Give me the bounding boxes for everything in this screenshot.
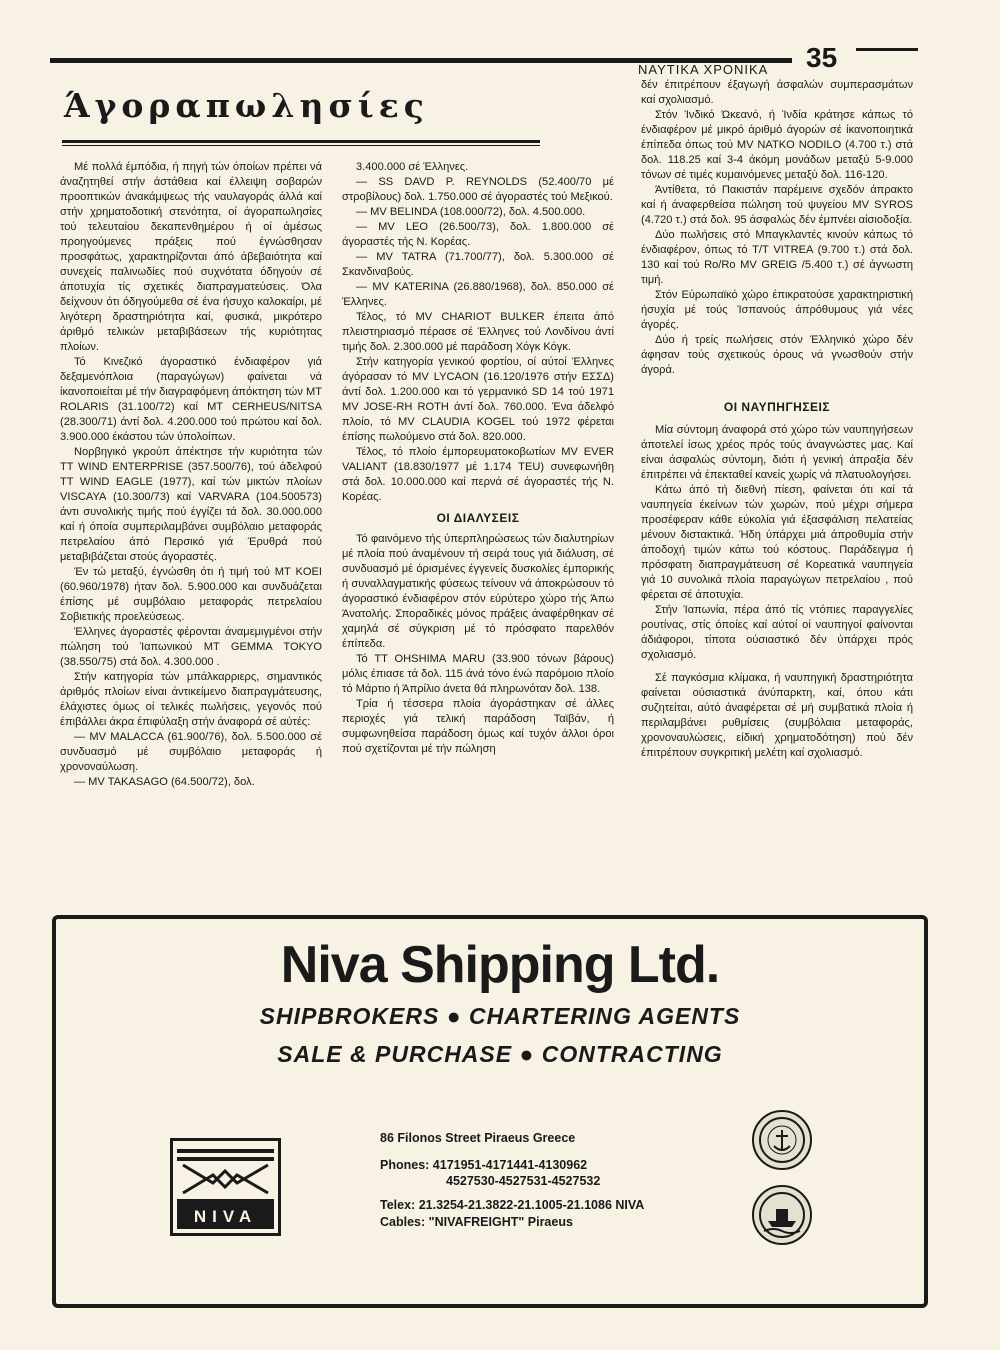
- cables-value: "NIVAFREIGHT" Piraeus: [428, 1215, 573, 1229]
- paragraph: Σέ παγκόσμια κλίμακα, ή ναυπηγική δραστηριότητα φαίνεται ούσιαστικά άνύπαρκτη, καί, όπου κάτι συζητείται, αύτό άναφέρεται σέ μή συμβατικά πλοία ή περιλαμβάνει ρυθμίσεις (συμβόλαια μεταφοράς, χρονοναυλώσεις, είδική χρηματοδότηση) πού δέν έπιτρέπουν συγκριτική μελέτη καί σχολιασμό.: [641, 672, 913, 759]
- paragraph: Στήν Ίαπωνία, πέρα άπό τίς ντόπιες παραγγελίες ρουτίνας, στίς όποίες καί αύτοί οί ναυπηγοί φαίνονται άδιάφοροι, τίποτα ούσιαστικό δέν ύπάρχει πρός σχολιασμό.: [641, 604, 913, 661]
- phones-label: Phones:: [380, 1158, 430, 1172]
- paragraph: — SS DAVD P. REYNOLDS (52.400/70 μέ στροβίλους) δολ. 1.750.000 σέ άγοραστές τού Μεξικού.: [342, 176, 614, 203]
- paragraph: Έν τώ μεταξύ, έγνώσθη ότι ή τιμή τού ΜΤ KOEI (60.960/1978) ήταν δολ. 5.900.000 και συνδυάζεται έπίσης μέ συμβόλαιο μεταφοράς πετρελαίου Σοβιετικής προελεύσεως.: [60, 566, 322, 623]
- paragraph: δέν έπιτρέπουν έξαγωγή άσφαλών συμπερασμάτων καί σχολιασμό.: [641, 79, 913, 106]
- ad-address: 86 Filonos Street Piraeus Greece: [380, 1131, 576, 1145]
- paragraph: Τέλος, τό MV CHARIOT BULKER έπειτα άπό πλειστηριασμό πέρασε σέ Έλληνες τού Λονδίνου άντί τιμής δολ. 2.300.000 μέ παράδοση Χόγκ Κόγκ.: [342, 311, 614, 353]
- telex-label: Telex:: [380, 1198, 416, 1212]
- ad-telex: [380, 1197, 644, 1213]
- paragraph: — MV MALACCA (61.900/76), δολ. 5.500.000 σέ συνδυασμό μέ συμβόλαιο μεταφοράς ή χρονοναύλωση.: [60, 731, 322, 773]
- paragraph: Στήν κατηγορία τών μπάλκαρριερς, σημαντικός άριθμός πλοίων είναι άντικείμενο διαπραγμάτευσης, έλάχιστες όμως οί τελικές πωλήσεις, γεγονός πού έπιβάλλει άκρα έπιφύλαξη στήν άναφορά σέ αύτές:: [60, 671, 322, 728]
- paragraph: Έλληνες άγοραστές φέρονται άναμεμιγμένοι στήν πώληση τού Ίαπωνικού ΜΤ GEMMA TOKYO (38.550/75) στά δολ. 4.300.000 .: [60, 626, 322, 668]
- paragraph: Στόν Εύρωπαϊκό χώρο έπικρατούσε χαρακτηριστική ήσυχία μέ τούς Ίσπανούς άπρόθυμους γιά νέες άγορές.: [641, 289, 913, 331]
- header-rule-right: [856, 48, 918, 51]
- article-column-1: [60, 160, 322, 790]
- paragraph: Άντίθετα, τό Πακιστάν παρέμεινε σχεδόν άπρακτο καί ή άναφερθείσα πώληση τού ψυγείου MV SYROS (4.720 τ.) στά δολ. 95 άσφαλώς δέν έμπνέει αίσιοδοξία.: [641, 184, 913, 226]
- paragraph: Τέλος, τό πλοίο έμπορευματοκοβωτίων MV EVER VALIANT (18.830/1977 μέ 1.174 TEU) συνεφωνήθη στά δολ. 10.000.000 καί περνά σέ άγοραστές τής Ν. Κορέας.: [342, 446, 614, 503]
- article-column-3: [641, 78, 913, 761]
- cables-label: Cables:: [380, 1215, 426, 1229]
- paragraph: Κάτω άπό τή διεθνή πίεση, φαίνεται ότι καί τά ναυπηγεία έκείνων τών χωρών, πού μέχρι σήμερα προσέφεραν κάθε εύκολία γιά έξασφάλιση πελατείας μένουν διστακτικά. Ήδη ύπάρχει μιά άπροθυμία στήν άποδοχή τιμών κάτω τού κόστους. Παράδειγμα ή πρόσφατη διαπραγμάτευση σέ Κορεατικά ναυπηγεία γιά 10 συνολικά πλοία παραγώγων πετρελαίου , πού φέρεται σέ άποτυχία.: [641, 484, 913, 601]
- ad-services-line-1: SHIPBROKERS ● CHARTERING AGENTS: [259, 1003, 741, 1029]
- paragraph: Τό Κινεζικό άγοραστικό ένδιαφέρον γιά δεξαμενόπλοια (παραγώγων) φαίνεται νά ίκανοποιείται μέ τήν διαγραφόμενη άπόκτηση τών ΜΤ ROLARIS (31.100/72) καί ΜΤ CERHEUS/NITSA (28.300/71) άντί δολ. 4.200.000 τού πρώτου καί δολ. 3.900.000 έκάστου τών ύπολοίπων.: [60, 356, 322, 443]
- paragraph: Στόν Ίνδικό Ώκεανό, ή Ίνδία κράτησε κάπως τό ένδιαφέρον μέ μικρό άριθμό άγορών σέ ίκανοποιητικά έπίπεδα όπως τού MV NATKO NODILO (4.700 τ.) στά δολ. 118.25 καί 3-4 άκόμη μονάδων μεταξύ 5-9.000 τόνων σέ τιμές κυμαινόμενες μεταξύ δολ. 116-120.: [641, 109, 913, 181]
- paragraph: Δύο πωλήσεις στό Μπαγκλαντές κινούν κάπως τό ένδιαφέρον, όπως τό Τ/Τ VITREA (9.700 τ.) στά δολ. 130 καί τού Ro/Ro MV GREIG /5.400 τ.) σέ άγνωστη τιμή.: [641, 229, 913, 286]
- ship-emblem-icon: [752, 1185, 812, 1245]
- phones-line-2: 4527530-4527531-4527532: [446, 1174, 601, 1188]
- ad-phones: [380, 1157, 587, 1173]
- article-column-2: [342, 160, 614, 757]
- paragraph: Τό ΤΤ OHSHIMA MARU (33.900 τόνων βάρους) μόλις έπιασε τά δολ. 115 άνά τόνο ένώ παρόμοιο πλοίο τό Μάρτιο ή Άπρίλιο άνετα θά πληρωνόταν δολ. 138.: [342, 653, 614, 695]
- paragraph: — MV TATRA (71.700/77), δολ. 5.300.000 σέ Σκανδιναβούς.: [342, 251, 614, 278]
- paragraph: 3.400.000 σέ Έλληνες.: [356, 161, 469, 173]
- paragraph: — MV KATERINA (26.880/1968), δολ. 850.000 σέ Έλληνες.: [342, 281, 614, 308]
- ad-cables: [380, 1214, 573, 1230]
- title-underline: [62, 140, 540, 143]
- page-number: 35: [806, 42, 838, 73]
- niva-logo-label: NIVA: [193, 1207, 258, 1226]
- paragraph: Νορβηγικό γκρούπ άπέκτησε τήν κυριότητα τών ΤΤ WIND ENTERPRISE (357.500/76), τού άδελφού ΤΤ WIND EAGLE (1977), καί τών μικτών πλοίων VISCAYA (10.300/73) καί VARVARA (104.500573) άντι συνολικής τιμής πού έγγίζει τά δολ. 30.000.000 καί ή όποία συμπεριλαμβάνει συμβόλαιο μεταφοράς πετρελαίου άπό Περσικό γιά Έρυθρά πού μεταβιβάζεται στούς άγοραστές.: [60, 446, 322, 563]
- paragraph: Δύο ή τρείς πωλήσεις στόν Έλληνικό χώρο δέν άφησαν τούς σχετικούς όρους νά γνωσθούν στήν άγορά.: [641, 334, 913, 376]
- section-heading-scrapping: ΟΙ ΔΙΑΛΥΣΕΙΣ: [436, 511, 520, 525]
- phones-line-1: 4171951-4171441-4130962: [432, 1158, 588, 1172]
- paragraph: — MV TAKASAGO (64.500/72), δολ.: [74, 776, 255, 788]
- paragraph: — MV LEO (26.500/73), δολ. 1.800.000 σέ άγοραστές τής Ν. Κορέας.: [342, 221, 614, 248]
- paragraph: — MV BELINDA (108.000/72), δολ. 4.500.000.: [356, 206, 586, 218]
- magazine-name: ΝΑΥΤΙΚΑ ΧΡΟΝΙΚΑ: [638, 62, 769, 77]
- paragraph: Τρία ή τέσσερα πλοία άγοράστηκαν σέ άλλες περιοχές γιά τελική παράδοση Ταϊβάν, ή συμφωνηθείσα παράδοση όμως καί τυχόν άλλοι όροι πού σχετίζονται μέ τήν πώληση: [342, 698, 614, 755]
- paragraph: Στήν κατηγορία γενικού φορτίου, οί αύτοί Έλληνες άγόρασαν τό MV LYCAON (16.120/1976 στήν ΕΣΣΔ) άντί δολ. 1.200.000 και τό γερμανικό SD 14 τού 1971 MV JOSE-RH ROTH άντί δολ. 760.000. Ένα άδελφό πλοίο, τό MV CLAUDIA KOGEL τού 1972 φέρεται έπίσης πωλούμενο στά δολ. 820.000.: [342, 356, 614, 443]
- association-seal-icon: [752, 1110, 812, 1170]
- paragraph: Τό φαινόμενο τής ύπερπληρώσεως τών διαλυτηρίων μέ πλοία πού άναμένουν τή σειρά τους γιά διάλυση, σέ συνδυασμό μέ όρισμένες έγγενείς δυσκολίες έμπορικής ή συναλλαγματικής φύσεως τείνουν νά άποκρώσουν τό άγοραστικό ένδιαφέρον στόν εύρύτερο χώρο τής Άπω Άνατολής. Σποραδικές μόνος πράξεις άναφέρθηκαν σέ χαμηλά σέ σύγκριση μέ τό πρόσφατο παρελθόν έπίπεδα.: [342, 533, 614, 650]
- title-underline-thin: [62, 145, 540, 146]
- paragraph: Μέ πολλά έμπόδια, ή πηγή τών όποίων πρέπει νά άναζητηθεί στήν άστάθεια καί έλλειψη σοβαρών προοπτικών άνακάμψεως τής ναυλαγοράς άλλά καί στήν χρηματοδοτική στενότητα, οί άγοραπωλησίες τού τελευταίου δεκαπενθημέρου ή οί άμέσως προηγούμενες πράξεις πού έγνώσθησαν προσφάτως, χαρακτηρίζονται άπό άβεβαιότητα καί συνεχείς παλινωδίες πού συχνότατα όδηγούν σέ άποτυχία τίς σχετικές διαπραγματεύσεις. Όλα δείχνουν ότι όδηγούμεθα σέ ένα ήσυχο καλοκαίρι, μέ λιγότερη δραστηριότητα καί, φυσικά, μικρότερο άριθμό τελικών μεταβιβάσεων τής κυριότητας πλοίων.: [60, 161, 322, 353]
- article-title: Άγοραπωλησίες: [64, 86, 429, 125]
- section-heading-newbuildings: ΟΙ ΝΑΥΠΗΓΗΣΕΙΣ: [723, 400, 831, 414]
- niva-logo: [170, 1138, 281, 1236]
- ad-services-line-2: SALE & PURCHASE ● CONTRACTING: [277, 1041, 723, 1067]
- ad-company-name: Niva Shipping Ltd.: [280, 936, 720, 994]
- paragraph: Μία σύντομη άναφορά στό χώρο τών ναυπηγήσεων άποτελεί ίσως χρέος πρός τούς άναγνώστες μας. Καί είναι άσφαλώς σύντομη, διότι ή γενική άπραξία δέν έπιτρέπει νά έπεκταθεί κανείς χωρίς νά πλατυολογήσει.: [641, 424, 913, 481]
- telex-numbers: 21.3254-21.3822-21.1005-21.1086 NIVA: [418, 1198, 645, 1212]
